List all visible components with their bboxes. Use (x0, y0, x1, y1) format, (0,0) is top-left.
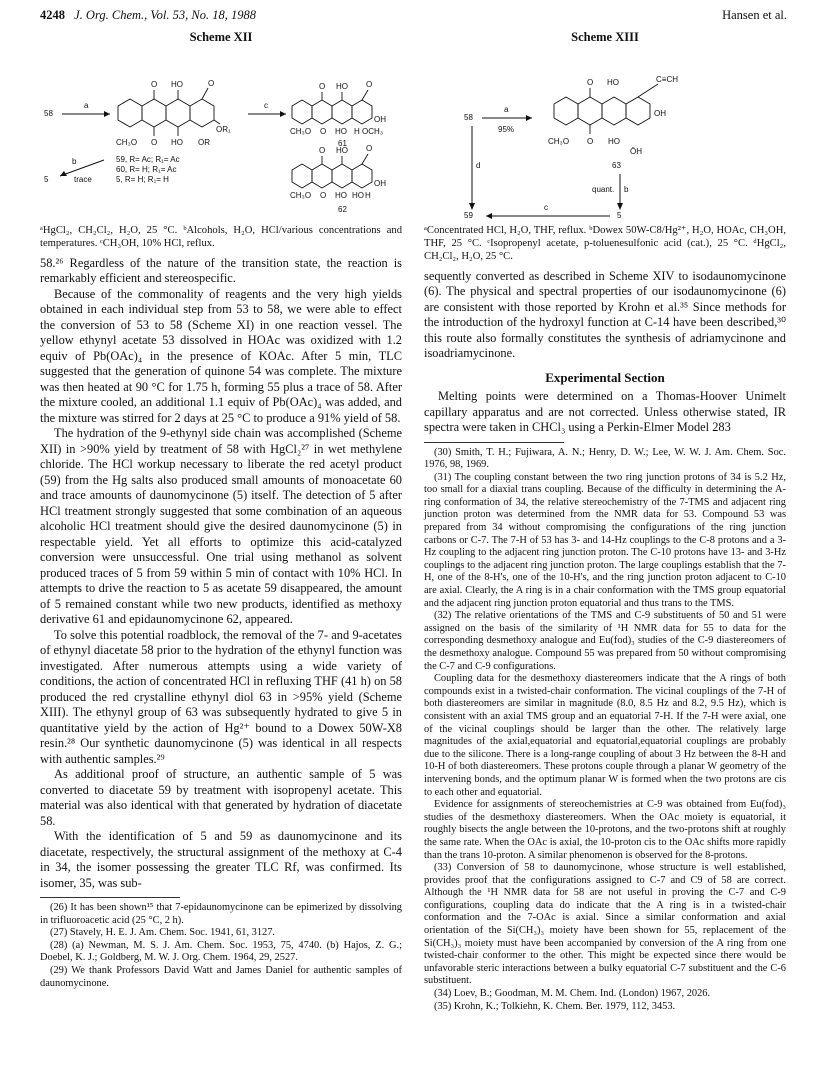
footnote-divider (424, 442, 564, 443)
journal-citation: J. Org. Chem., Vol. 53, No. 18, 1988 (74, 8, 256, 22)
running-head (40, 8, 787, 28)
svg-text:CH₃O: CH₃O (290, 126, 312, 136)
svg-text:OH: OH (374, 114, 386, 124)
scheme-xiii-arrow-a-label: a (504, 104, 509, 114)
scheme-xiii-figure (424, 50, 786, 220)
scheme-xiii-label-63: 63 (612, 160, 621, 170)
svg-text:O: O (320, 190, 327, 200)
scheme-xii-arrow-c-label: c (264, 100, 268, 110)
scheme-xiii-arrow-b-label: b (624, 184, 629, 194)
svg-text:CH₃O: CH₃O (548, 136, 570, 146)
svg-text:O: O (151, 137, 158, 147)
scheme-xiii-start-label: 58 (464, 112, 473, 122)
footnote: Evidence for assignments of stereochemistries at C-9 was obtained from Eu(fod)₃ studies of the desmethoxy diastereomers. When the OAc moiety is equatorial, it roughly bisects the angle between the 10-protons, and the two-protons shift at roughly the same rate. When the OAc is axial, the 10-proton cis to the OAc shifts more rapidly than the trans 10-proton. A similar phenomenon is observed for the 8-protons. (424, 799, 786, 861)
body-paragraph: Because of the commonality of reagents and the very high yields obtained in each individual step from 53 to 58, we were able to effect the conversion of 53 to 58 (Scheme XI) in one reaction vessel. The yellow ethynyl acetate 53 dissolved in HOAc was oxidized with 1.2 equiv of Pb(OAc)₄ in the presence of KOAc. After 5 min, TLC suggested that the generation of quinone 54 was complete. The mixture was then heated at 90 °C for 1.75 h, forming 55 plus a trace of 58. After the mixture cooled, an additional 1.1 equiv of Pb(OAc)₄ was added, and the mixture was stirred for 2 days at 25 °C to produce a 91% yield of 58. (40, 286, 402, 425)
scheme-xii-compound-59: 59, R= Ac; R₁= Ac (116, 154, 180, 164)
scheme-xii-title: Scheme XII (189, 30, 253, 44)
scheme-xii-molecule-62 (292, 154, 372, 188)
experimental-heading: Experimental Section (545, 369, 665, 385)
svg-text:HO: HO (335, 126, 347, 136)
svg-text:O: O (319, 81, 326, 91)
svg-text:HO: HO (335, 190, 347, 200)
scheme-xii-arrow-b-label: b (72, 156, 77, 166)
footnote: (31) The coupling constant between the two ring junction protons of 34 is 5.2 Hz, too small for a diaxial trans coupling. Because of the difficulty in determining the A-ring conformation of 34, the relative stereochemistry of the 7-TMS and adjacent ring junction proton was determined from the NMR data for 53. Compound 53 was prepared from 34 without compromising the configurations of the ring junction carbons or C-7. The 7-H of 53 has 3- and 14-Hz couplings to the C-8 protons and a 3-Hz coupling to the adjacent ring junction proton. The C-10 protons have 13- and 3-Hz couplings to the adjacent ring junction proton. The large couplings establish that the 7-H, one of the 8-H's, one of the 10-H's, and the ring junction proton adjacent to C-10 are axial. Clearly, the A ring is in a chair conformation with the TMS group equatorial and the adjacent ring junction proton equatorial and thus trans to the TMS. (424, 471, 786, 609)
right-body (424, 269, 786, 362)
right-column (424, 30, 786, 1013)
svg-text:HO: HO (608, 136, 620, 146)
svg-text:HO: HO (336, 145, 348, 155)
page-number: 4248 (40, 8, 65, 22)
svg-text:O: O (320, 126, 327, 136)
scheme-xiii-molecule-63 (554, 84, 658, 134)
scheme-xii-target-label: 5 (44, 174, 49, 184)
scheme-xiii-alkyne-label: C≡CH (656, 74, 678, 84)
scheme-xii-molecule-59 (118, 88, 220, 136)
body-paragraph: sequently converted as described in Scheme XIV to isodaunomycinone (6). The physical and spectral properties of our isodaunomycinone (6) are consistent with those reported by Krohn et al.³⁵ Since methods for the introduction of the hydroxyl function at C-14 have been described,³⁰ this route also formally constitutes the synthesis of adriamycinone and isoadriamycinone. (424, 268, 786, 360)
scheme-xii-molecule-61 (292, 90, 372, 124)
scheme-xii-compound-60: 60, R= H; R₁= Ac (116, 164, 177, 174)
svg-text:O: O (208, 78, 215, 88)
scheme-xii-footnote: ᵃHgCl₂, CH₂Cl₂, H₂O, 25 °C. ᵇAlcohols, H₂O, HCl/various concentrations and temperatures. ᶜCH₃OH, 10% HCl, reflux. (40, 224, 402, 249)
svg-text:ŌH: ŌH (630, 146, 642, 156)
footnote: (30) Smith, T. H.; Fujiwara, A. N.; Henry, D. W.; Lee, W. W. J. Am. Chem. Soc. 1976, 98, 1969. (424, 446, 786, 471)
left-column (40, 30, 402, 990)
footnote-divider (40, 897, 180, 898)
body-paragraph: With the identification of 5 and 59 as daunomycinone and its diacetate, respectively, the structural assignment of the methoxy at C-4 in 34, the isomer possessing the greater TLC Rf, was confirmed. Its isomer, 35, was sub- (40, 829, 402, 890)
svg-text:OCH₃: OCH₃ (362, 126, 384, 136)
scheme-xii-diagram (40, 50, 402, 220)
svg-text:OR: OR (198, 137, 210, 147)
scheme-xii-arrow-a-label: a (84, 100, 89, 110)
scheme-xiii-footnote: ᵃConcentrated HCl, H₂O, THF, reflux. ᵇDowex 50W-C8/Hg²⁺, H₂O, HOAc, CH₃OH, THF, 25 °C. ᶜIsopropenyl acetate, p-toluenesulfonic acid (cat.), 25 °C. ᵈHgCl₂, CH₂Cl₂, H₂O, 25 °C. (424, 224, 786, 262)
right-footnotes (424, 447, 786, 1014)
svg-text:O: O (151, 79, 158, 89)
svg-text:H: H (365, 190, 371, 200)
svg-text:OR₁: OR₁ (216, 124, 231, 134)
svg-text:HO: HO (171, 79, 183, 89)
scheme-xiii-title: Scheme XIII (571, 30, 639, 44)
footnote: (28) (a) Newman, M. S. J. Am. Chem. Soc. 1953, 75, 4740. (b) Hajos, Z. G.; Doebel, K. J.; Goldberg, M. W. J. Org. Chem. 1964, 29, 2527. (40, 939, 402, 964)
footnote: (35) Krohn, K.; Tolkiehn, K. Chem. Ber. 1979, 112, 3453. (434, 1000, 676, 1012)
experimental-paragraph: Melting points were determined on a Thomas-Hoover Unimelt capillary apparatus and are not corrected. Unless otherwise stated, IR spectra were taken in CHCl₃ using a Perkin-Elmer Model 283 (424, 389, 786, 434)
svg-text:CH₃O: CH₃O (290, 190, 312, 200)
footnote: (33) Conversion of 58 to daunomycinone, whose structure is well established, provides proof that the configurations assigned to C-7 and C9 of 58 are correct. Although the ¹H NMR data for 58 are not useful in proving the C-7 and C-9 configurations, coupling data do indicate that the A ring is in a twisted-chair conformation and the 7-OAc is axial. Since a similar conformation and axial orientation of the Si(CH₃)₃ moiety have been shown for 55, replacement of the Si(CH₃)₃ moiety must have been accompanied by conversion of the A ring from one twisted-chair conformer to the other. This might be expected since there would be unfavorable steric interactions between a bulky equatorial C-7 substituent and the C-6 substituent. (424, 862, 786, 987)
scheme-xiii-arrow-d-label: d (476, 160, 481, 170)
svg-text:OH: OH (374, 178, 386, 188)
scheme-xii-compound-5: 5, R= H; R₁= H (116, 174, 169, 184)
svg-text:H: H (354, 126, 360, 136)
scheme-xii-figure (40, 50, 402, 220)
svg-text:CH₃O: CH₃O (116, 137, 138, 147)
scheme-xii-start-label: 58 (44, 108, 53, 118)
svg-text:O: O (366, 143, 373, 153)
scheme-xiii-label-5: 5 (617, 210, 622, 220)
scheme-xii-label-61: 61 (338, 138, 347, 148)
svg-text:HO: HO (607, 77, 619, 87)
scheme-xii-trace-label: trace (74, 174, 92, 184)
scheme-xiii-label-59: 59 (464, 210, 473, 220)
running-authors: Hansen et al. (722, 8, 787, 22)
svg-text:OH: OH (654, 108, 666, 118)
svg-text:HO: HO (171, 137, 183, 147)
scheme-xiii-diagram (424, 50, 786, 220)
scheme-xiii-quant-label: quant. (592, 184, 615, 194)
footnote: (32) The relative orientations of the TMS and C-9 substituents of 50 and 51 were assigned on the basis of the similarity of ¹H NMR data for 55 to data for the corresponding desmethoxy analogue and Eu(fod)₃ studies of the C-9 diastereomers of the desmethoxy analogue. Compound 55 was prepared from 50 without compromising the C-7 and C-9 configurations. (424, 610, 786, 672)
body-paragraph: To solve this potential roadblock, the removal of the 7- and 9-acetates of ethynyl diacetate 58 prior to the hydration of the ethynyl function was investigated. After numerous attempts using a wide variety of conditions, the action of concentrated HCl in refluxing THF (41 h) on 58 produced the red crystalline ethynyl diol 63 in >95% yield (Scheme XIII). The ethynyl group of 63 was subsequently hydrated to give 5 in quantitative yield by the action of Hg²⁺ bound to a Dowex 50W-X8 resin.²⁸ Our synthetic daunomycinone (5) was identical in all respects with authentic samples.²⁹ (40, 627, 402, 766)
body-paragraph: The hydration of the 9-ethynyl side chain was accomplished (Scheme XII) in >90% yield by treatment of 58 with HgCl₂²⁷ in wet methylene chloride. The HCl workup necessary to liberate the red acetyl product (59) from the Hg salts also produced small amounts of monoacetate 60 and trace amounts of daunomycinone (5) itself. The detection of 5 after HCl treatment strongly suggested that some combination of an aqueous alcoholic HCl treatment should give the desired daunomycinone (5) in respectable yield. Yet all efforts to optimize this acid-catalyzed conversion were unsuccessful. One trial using methanol as solvent produced traces of 5 from 59 within 5 min of contact with 10% HCl. In attempts to drive the reaction to 5 as acetate 59 disappeared, the amount of 5 remained constant while two new products, identified as methoxy derivative 61 and epidaunomycinone 62, appeared. (40, 426, 402, 626)
body-paragraph: 58.²⁶ Regardless of the nature of the transition state, the reaction is remarkably efficient and stereospecific. (40, 255, 402, 285)
scheme-xiii-yield-a: 95% (498, 124, 515, 134)
svg-text:HO: HO (336, 81, 348, 91)
svg-text:O: O (587, 136, 594, 146)
scheme-xii-arrow-b (60, 160, 104, 176)
svg-text:O: O (587, 77, 594, 87)
scheme-xii-label-62: 62 (338, 204, 347, 214)
footnote: (29) We thank Professors David Watt and James Daniel for authentic samples of daunomycinone. (40, 964, 402, 989)
footnote: (26) It has been shown¹⁵ that 7-epidaunomycinone can be epimerized by dissolving in trifluoroacetic acid (25 °C, 2 h). (40, 902, 402, 926)
body-paragraph: As additional proof of structure, an authentic sample of 5 was converted to diacetate 59 by treatment with isopropenyl acetate. This material was also identical with that generated by hydration of diacetate 58. (40, 767, 402, 828)
footnote: (34) Loev, B.; Goodman, M. M. Chem. Ind. (London) 1967, 2026. (434, 988, 711, 1000)
svg-text:O: O (319, 145, 326, 155)
left-body (40, 256, 402, 892)
left-footnotes (40, 902, 402, 990)
scheme-xiii-arrow-c-label: c (544, 202, 548, 212)
svg-text:HO: HO (352, 190, 364, 200)
footnote: Coupling data for the desmethoxy diastereomers indicate that the A rings of both compounds exist in a twisted-chair conformation. The vicinal couplings of the 7-H of both diastereomers are similar in magnitude (8.0, 8.5 Hz and 8.2, 9.5 Hz), which is consistent with an axial TMS group and an equatorial 7-H. If the 7-H were axial, one of the vicinal couplings should be larger than the other. The relatively large magnitudes of the axial,equatorial and equatorial,equatorial couplings are probably due to the silicone. There is a long-range coupling of about 3 Hz between the 8-H and 10-H of both diastereomers. These protons couple through a planar W geometry of the intervening bonds, and the optimum planar W is formed when the two protons are cis to each other and equatorial. (424, 673, 786, 798)
svg-text:O: O (366, 79, 373, 89)
footnote: (27) Stavely, H. E. J. Am. Chem. Soc. 1941, 61, 3127. (50, 927, 276, 939)
